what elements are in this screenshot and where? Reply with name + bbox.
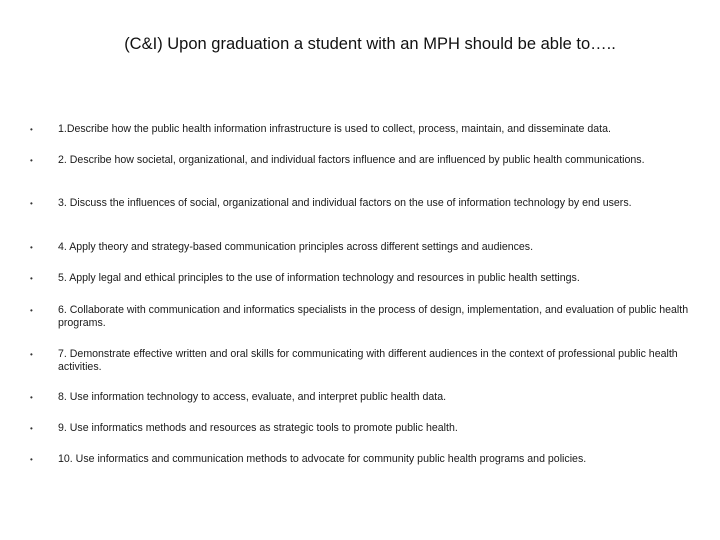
list-item-text: 8. Use information technology to access, evaluate, and interpret public health data.	[58, 391, 447, 403]
list-item-text: 2. Describe how societal, organizational, and individual factors influence and are influenced by public health communications.	[58, 154, 645, 166]
bullet-icon: •	[30, 125, 33, 134]
slide-title: (C&I) Upon graduation a student with an MPH should be able to…..	[124, 35, 616, 53]
list-item-text: 5. Apply legal and ethical principles to the use of information technology and resources in public health settings.	[58, 272, 580, 284]
bullet-icon: •	[30, 393, 33, 402]
bullet-icon: •	[30, 243, 33, 252]
bullet-icon: •	[30, 306, 33, 315]
bullet-icon: •	[30, 199, 33, 208]
bullet-icon: •	[30, 350, 33, 359]
list-item-text: 3. Discuss the influences of social, organizational and individual factors on the use of information technology by end users.	[58, 197, 632, 209]
list-item-text: 7. Demonstrate effective written and oral skills for communicating with different audiences in the context of professional public health activities.	[58, 348, 678, 373]
list-item-text: 6. Collaborate with communication and informatics specialists in the process of design, implementation, and evaluation of public health programs.	[58, 304, 689, 329]
bullet-icon: •	[30, 424, 33, 433]
list-item-text: 9. Use informatics methods and resources as strategic tools to promote public health.	[58, 422, 458, 434]
bullet-icon: •	[30, 156, 33, 165]
list-item-text: 10. Use informatics and communication methods to advocate for community public health programs and policies.	[58, 453, 587, 465]
bullet-icon: •	[30, 274, 33, 283]
list-item-text: 1.Describe how the public health information infrastructure is used to collect, process, maintain, and disseminate data.	[58, 123, 611, 135]
bullet-icon: •	[30, 455, 33, 464]
list-item-text: 4. Apply theory and strategy-based communication principles across different settings and audiences.	[58, 241, 534, 253]
